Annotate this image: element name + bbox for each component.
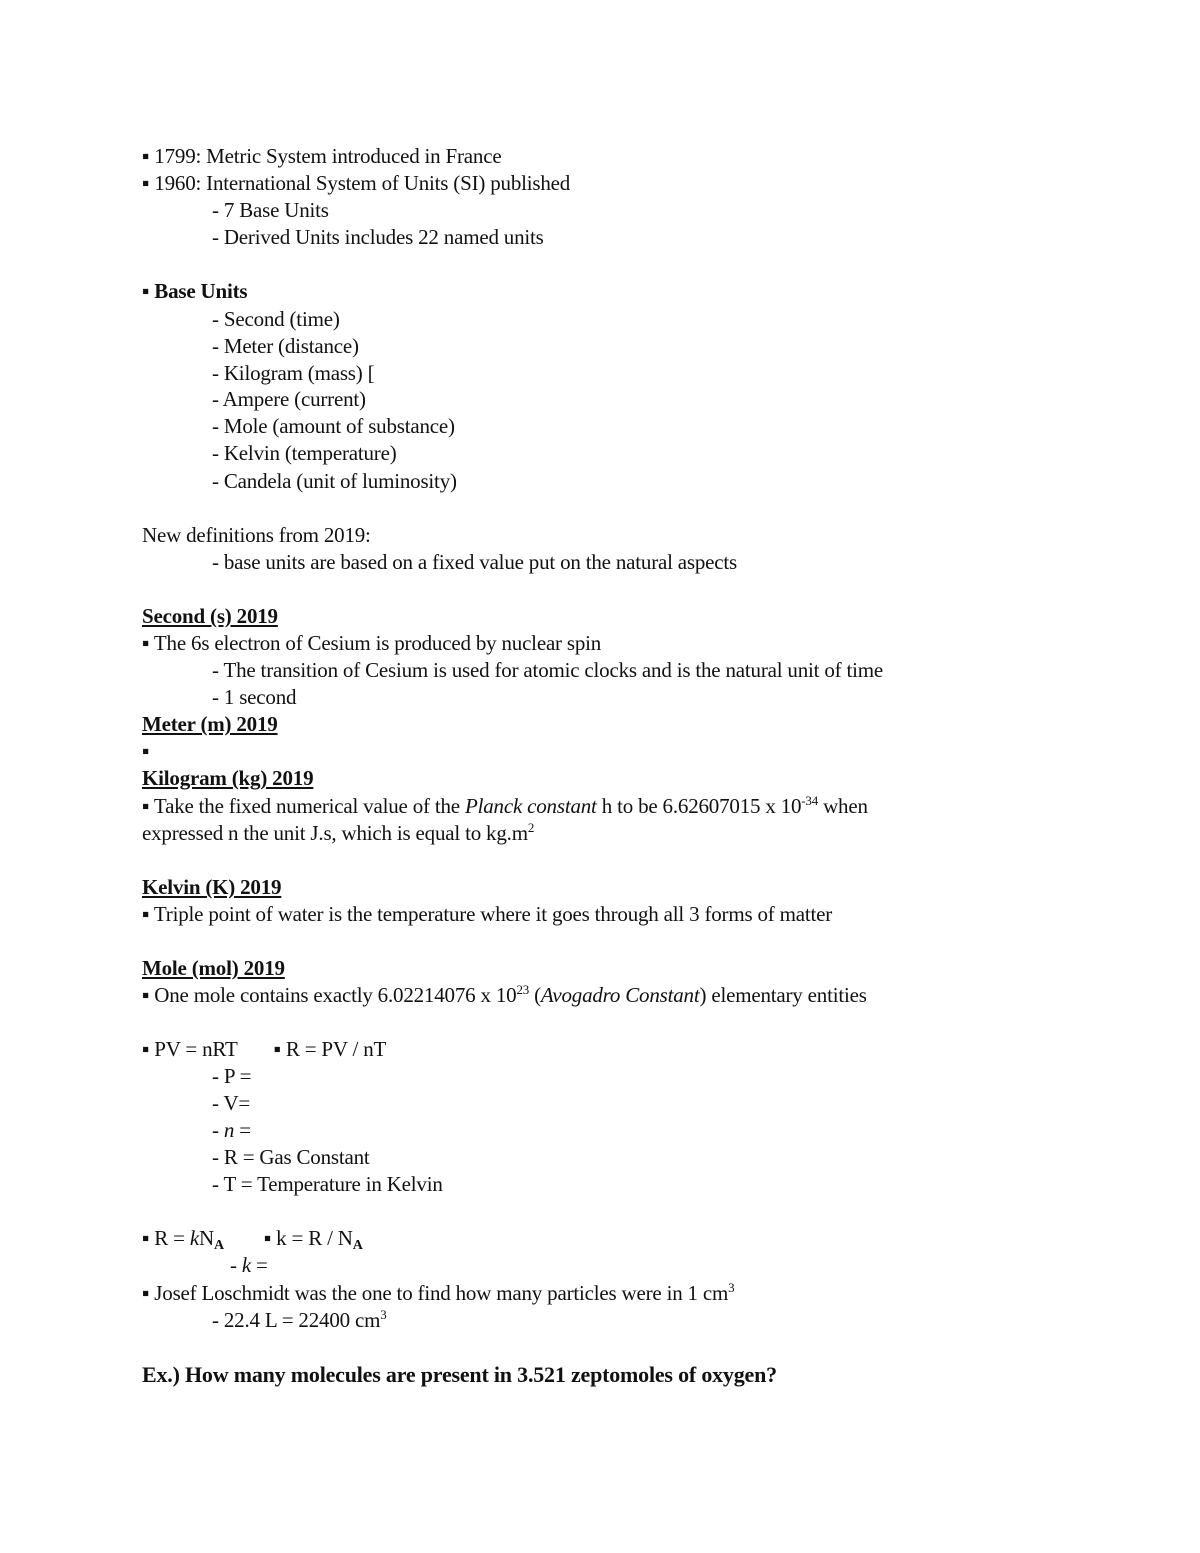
kelvin-bullet: ▪ Triple point of water is the temperature where it goes through all 3 forms of matter <box>142 902 833 926</box>
mole-text: ( <box>529 983 541 1007</box>
mole-text: ▪ One mole contains exactly 6.02214076 x 10 <box>142 983 517 1007</box>
avogadro-constant-italic: Avogadro Constant <box>540 983 700 1007</box>
gas-constant-equation: ▪ R = PV / nT <box>273 1037 387 1061</box>
base-unit-item: - Candela (unit of luminosity) <box>212 469 457 493</box>
boltzmann-k <box>230 1252 268 1279</box>
exponent: 23 <box>516 982 530 997</box>
loschmidt-line <box>142 1280 734 1309</box>
ideal-gas-equation: ▪ PV = nRT <box>142 1037 238 1061</box>
base-unit-item: - Meter (distance) <box>212 334 359 358</box>
subscript: A <box>213 1238 224 1253</box>
planck-constant-italic: Planck constant <box>464 794 597 818</box>
kelvin-heading: Kelvin (K) 2019 <box>142 875 282 899</box>
base-unit-item: - Second (time) <box>212 307 340 331</box>
dash: - <box>230 1253 242 1277</box>
kilogram-heading: Kilogram (kg) 2019 <box>142 766 314 790</box>
variable-n: n <box>223 1118 235 1142</box>
exponent: 3 <box>380 1307 387 1322</box>
bullet-1799: ▪ 1799: Metric System introduced in France <box>142 144 502 168</box>
base-units-heading: ▪ Base Units <box>142 279 248 303</box>
sub-base-units-count: - 7 Base Units <box>212 198 329 222</box>
meter-bullet: ▪ <box>142 739 150 763</box>
exponent: -34 <box>801 793 819 808</box>
kilogram-text: h to be 6.62607015 x 10 <box>596 794 802 818</box>
bullet-1960: ▪ 1960: International System of Units (SI) published <box>142 171 571 195</box>
gas-law-t: - T = Temperature in Kelvin <box>212 1172 443 1196</box>
base-unit-item: - Mole (amount of substance) <box>212 414 455 438</box>
variable-k: k <box>241 1253 251 1277</box>
meter-heading: Meter (m) 2019 <box>142 712 278 736</box>
boltzmann-text: ▪ k = R / N <box>263 1226 353 1250</box>
equals: = <box>250 1253 268 1277</box>
variable-k: k <box>189 1226 199 1250</box>
loschmidt-text: - 22.4 L = 22400 cm <box>212 1308 381 1332</box>
mole-line <box>142 982 867 1011</box>
new-definitions-note: - base units are based on a fixed value put on the natural aspects <box>212 550 738 574</box>
kilogram-line-1 <box>142 793 868 822</box>
sub-derived-units: - Derived Units includes 22 named units <box>212 225 544 249</box>
second-heading: Second (s) 2019 <box>142 604 278 628</box>
kilogram-text: when <box>818 794 868 818</box>
boltzmann-text: ▪ R = <box>142 1226 190 1250</box>
kilogram-text: ▪ Take the fixed numerical value of the <box>142 794 465 818</box>
gas-law-r: - R = Gas Constant <box>212 1145 370 1169</box>
example-question: Ex.) How many molecules are present in 3.521 zeptomoles of oxygen? <box>142 1362 777 1387</box>
subscript: A <box>352 1238 363 1253</box>
second-bullet: ▪ The 6s electron of Cesium is produced by nuclear spin <box>142 631 602 655</box>
gas-law-v: - V= <box>212 1091 251 1115</box>
loschmidt-text: ▪ Josef Loschmidt was the one to find how many particles were in 1 cm <box>142 1281 729 1305</box>
base-unit-item: - Kilogram (mass) [ <box>212 361 375 385</box>
equals: = <box>234 1118 251 1142</box>
second-sub-transition: - The transition of Cesium is used for atomic clocks and is the natural unit of time <box>212 658 884 682</box>
dash: - <box>212 1118 224 1142</box>
boltzmann-equations <box>142 1225 363 1255</box>
mole-text: ) elementary entities <box>699 983 867 1007</box>
kilogram-line-2 <box>142 820 534 849</box>
exponent: 3 <box>728 1280 735 1295</box>
base-unit-item: - Kelvin (temperature) <box>212 441 397 465</box>
second-sub-one-second: - 1 second <box>212 685 297 709</box>
gas-law-n <box>212 1117 251 1144</box>
gas-law-equations <box>142 1036 386 1063</box>
new-definitions-heading: New definitions from 2019: <box>142 523 371 547</box>
exponent: 2 <box>527 820 535 835</box>
base-unit-item: - Ampere (current) <box>212 387 366 411</box>
mole-heading: Mole (mol) 2019 <box>142 956 285 980</box>
gas-law-p: - P = <box>212 1064 252 1088</box>
boltzmann-text: N <box>198 1226 214 1250</box>
loschmidt-sub <box>212 1307 387 1336</box>
kilogram-text: expressed n the unit J.s, which is equal to kg.m <box>142 821 528 845</box>
